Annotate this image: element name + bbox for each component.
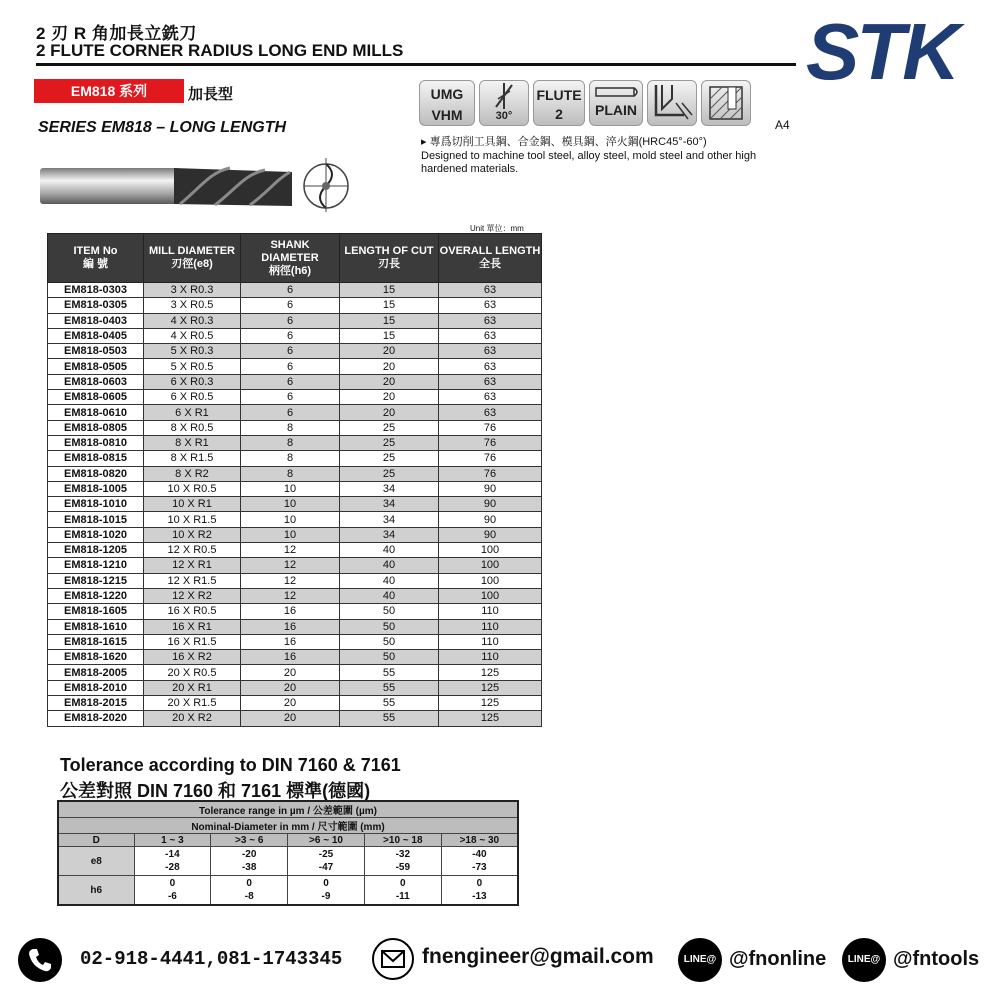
tolerance-value-cell: [134, 876, 211, 906]
upper-deviation: -25: [318, 849, 334, 860]
tolerance-row: [58, 876, 518, 906]
line-id-fnonline[interactable]: @fnonline: [729, 948, 827, 970]
table-row: [48, 298, 542, 313]
mill-diameter-cell: 20 X R1.5: [144, 696, 241, 711]
series-title: SERIES EM818 – LONG LENGTH: [38, 119, 287, 136]
overall-length-cell: 125: [439, 680, 542, 695]
tolerance-table: [57, 800, 519, 906]
mill-diameter-cell: 16 X R1.5: [144, 634, 241, 649]
title-english: 2 FLUTE CORNER RADIUS LONG END MILLS: [36, 41, 404, 60]
mill-diameter-cell: 6 X R1: [144, 405, 241, 420]
tolerance-grade: h6: [58, 876, 134, 906]
hardened-steel-icon: [647, 80, 697, 126]
shank-diameter-cell: 6: [241, 328, 340, 343]
header-length-of-cut: LENGTH OF CUT 刃長: [340, 234, 439, 283]
shank-diameter-cell: 8: [241, 435, 340, 450]
title-chinese: 2 刃 R 角加長立銑刀: [36, 24, 197, 43]
lower-deviation: -47: [318, 862, 334, 873]
series-type: 加長型: [188, 86, 234, 103]
line-icon-label: LINE@: [847, 954, 881, 965]
line-icon-label: LINE@: [683, 954, 717, 965]
item-no-cell: EM818-1015: [48, 512, 144, 527]
overall-length-cell: 110: [439, 634, 542, 649]
product-table: [47, 233, 542, 727]
application-en: Designed to machine tool steel, alloy steel, mold steel and other high hardened materials.: [421, 150, 757, 175]
shank-diameter-cell: 16: [241, 604, 340, 619]
mill-diameter-cell: 12 X R0.5: [144, 543, 241, 558]
upper-deviation: 0: [476, 878, 483, 889]
helix-angle-icon: [479, 80, 529, 126]
item-no-cell: EM818-1215: [48, 573, 144, 588]
overall-length-cell: 63: [439, 344, 542, 359]
length-of-cut-cell: 50: [340, 650, 439, 665]
table-row: [48, 558, 542, 573]
tolerance-title-en: Tolerance according to DIN 7160 & 7161: [60, 755, 401, 775]
length-of-cut-cell: 55: [340, 711, 439, 726]
item-no-cell: EM818-1605: [48, 604, 144, 619]
length-of-cut-cell: 34: [340, 497, 439, 512]
email-address[interactable]: fnengineer@gmail.com: [422, 945, 654, 968]
overall-length-cell: 63: [439, 328, 542, 343]
table-header-row: [48, 234, 542, 283]
tolerance-value-cell: [288, 847, 365, 876]
nominal-diameter-label: Nominal-Diameter in mm / 尺寸範圍 (mm): [58, 818, 518, 834]
line-id-fntools[interactable]: @fntools: [893, 948, 980, 970]
header-shank-diameter: SHANK DIAMETER 柄徑(h6): [241, 234, 340, 283]
tolerance-value-cell: [364, 876, 441, 906]
table-row: [48, 604, 542, 619]
overall-length-cell: 63: [439, 405, 542, 420]
shank-diameter-cell: 6: [241, 313, 340, 328]
series-badge: EM818 系列: [34, 79, 184, 103]
item-no-cell: EM818-1610: [48, 619, 144, 634]
plain-shank-icon: [590, 81, 642, 99]
length-of-cut-cell: 20: [340, 344, 439, 359]
item-no-cell: EM818-0403: [48, 313, 144, 328]
table-row: [48, 359, 542, 374]
end-mill-illustration: [40, 158, 292, 214]
length-of-cut-cell: 40: [340, 588, 439, 603]
mill-diameter-cell: 20 X R1: [144, 680, 241, 695]
length-of-cut-cell: 50: [340, 619, 439, 634]
item-no-cell: EM818-2005: [48, 665, 144, 680]
length-of-cut-cell: 15: [340, 298, 439, 313]
unit-label: Unit 單位：mm: [470, 224, 524, 233]
table-row: [48, 405, 542, 420]
table-row: [48, 665, 542, 680]
overall-length-cell: 90: [439, 481, 542, 496]
shank-label: PLAIN: [595, 102, 637, 118]
length-of-cut-cell: 20: [340, 405, 439, 420]
table-row: [48, 435, 542, 450]
overall-length-cell: 110: [439, 619, 542, 634]
shank-diameter-cell: 6: [241, 390, 340, 405]
length-of-cut-cell: 40: [340, 573, 439, 588]
table-row: [48, 512, 542, 527]
shank-diameter-cell: 12: [241, 573, 340, 588]
mill-diameter-cell: 16 X R2: [144, 650, 241, 665]
item-no-cell: EM818-2010: [48, 680, 144, 695]
cross-section-icon: [300, 156, 352, 214]
shank-diameter-cell: 8: [241, 466, 340, 481]
table-row: [48, 634, 542, 649]
length-of-cut-cell: 25: [340, 435, 439, 450]
tolerance-value-cell: [211, 876, 288, 906]
overall-length-cell: 90: [439, 512, 542, 527]
table-row: [48, 573, 542, 588]
item-no-cell: EM818-0610: [48, 405, 144, 420]
tolerance-value-cell: [364, 847, 441, 876]
upper-deviation: 0: [169, 878, 176, 889]
upper-deviation: -40: [472, 849, 487, 860]
item-no-cell: EM818-1005: [48, 481, 144, 496]
overall-length-cell: 76: [439, 451, 542, 466]
table-row: [48, 680, 542, 695]
lower-deviation: -11: [395, 891, 410, 902]
overall-length-cell: 90: [439, 527, 542, 542]
table-row: [48, 527, 542, 542]
lower-deviation: -6: [167, 891, 177, 902]
tolerance-title-zh: 公差對照 DIN 7160 和 7161 標準(德國): [60, 781, 371, 801]
diameter-range-cell: 1 ~ 3: [134, 834, 211, 847]
overall-length-cell: 63: [439, 359, 542, 374]
shank-diameter-cell: 6: [241, 283, 340, 298]
overall-length-cell: 100: [439, 588, 542, 603]
line-icon: [842, 938, 886, 982]
lower-deviation: -9: [321, 891, 331, 902]
overall-length-cell: 110: [439, 604, 542, 619]
tolerance-value-cell: [441, 847, 518, 876]
overall-length-cell: 63: [439, 313, 542, 328]
length-of-cut-cell: 25: [340, 466, 439, 481]
table-row: [48, 619, 542, 634]
length-of-cut-cell: 20: [340, 374, 439, 389]
overall-length-cell: 63: [439, 374, 542, 389]
item-no-cell: EM818-0805: [48, 420, 144, 435]
table-row: [48, 543, 542, 558]
overall-length-cell: 125: [439, 696, 542, 711]
shank-diameter-cell: 20: [241, 711, 340, 726]
length-of-cut-cell: 20: [340, 390, 439, 405]
item-no-cell: EM818-0303: [48, 283, 144, 298]
grade-label: A4: [775, 118, 790, 132]
item-no-cell: EM818-1220: [48, 588, 144, 603]
mill-diameter-cell: 8 X R1.5: [144, 451, 241, 466]
cutting-icon: [648, 81, 696, 125]
table-row: [48, 328, 542, 343]
upper-deviation: 0: [400, 878, 406, 889]
item-no-cell: EM818-0810: [48, 435, 144, 450]
length-of-cut-cell: 50: [340, 634, 439, 649]
table-row: [48, 466, 542, 481]
shank-diameter-cell: 16: [241, 650, 340, 665]
flute-badge: [533, 80, 585, 126]
item-no-cell: EM818-0405: [48, 328, 144, 343]
shank-type-badge: [589, 80, 643, 126]
upper-deviation: -14: [165, 849, 180, 860]
shank-diameter-cell: 6: [241, 298, 340, 313]
lower-deviation: -28: [165, 862, 180, 873]
shank-diameter-cell: 12: [241, 588, 340, 603]
item-no-cell: EM818-0605: [48, 390, 144, 405]
length-of-cut-cell: 34: [340, 481, 439, 496]
lower-deviation: -73: [472, 862, 487, 873]
helix-angle-label: 30°: [495, 110, 513, 122]
item-no-cell: EM818-2015: [48, 696, 144, 711]
mill-diameter-cell: 5 X R0.5: [144, 359, 241, 374]
item-no-cell: EM818-1010: [48, 497, 144, 512]
length-of-cut-cell: 15: [340, 283, 439, 298]
shank-diameter-cell: 6: [241, 405, 340, 420]
vhm-label: VHM: [431, 107, 463, 123]
length-of-cut-cell: 34: [340, 512, 439, 527]
overall-length-cell: 76: [439, 420, 542, 435]
overall-length-cell: 110: [439, 650, 542, 665]
mill-diameter-cell: 4 X R0.5: [144, 328, 241, 343]
overall-length-cell: 76: [439, 435, 542, 450]
shank-diameter-cell: 20: [241, 680, 340, 695]
overall-length-cell: 63: [439, 298, 542, 313]
item-no-cell: EM818-0305: [48, 298, 144, 313]
item-no-cell: EM818-1620: [48, 650, 144, 665]
overall-length-cell: 100: [439, 543, 542, 558]
length-of-cut-cell: 50: [340, 604, 439, 619]
upper-deviation: 0: [246, 878, 252, 889]
mill-diameter-cell: 8 X R2: [144, 466, 241, 481]
tolerance-value-cell: [134, 847, 211, 876]
tolerance-value-cell: [211, 847, 288, 876]
umg-vhm-badge: [419, 80, 475, 126]
length-of-cut-cell: 40: [340, 558, 439, 573]
mill-diameter-cell: 4 X R0.3: [144, 313, 241, 328]
header-item-no: ITEM No 編 號: [48, 234, 144, 283]
d-label: D: [58, 834, 134, 847]
flute-count: 2: [555, 106, 563, 122]
overall-length-cell: 125: [439, 711, 542, 726]
mill-diameter-cell: 10 X R1: [144, 497, 241, 512]
mill-diameter-cell: 12 X R1.5: [144, 573, 241, 588]
tolerance-grade: e8: [58, 847, 134, 876]
length-of-cut-cell: 55: [340, 680, 439, 695]
shank-diameter-cell: 16: [241, 634, 340, 649]
overall-length-cell: 76: [439, 466, 542, 481]
flute-label: FLUTE: [536, 87, 582, 103]
shank-diameter-cell: 10: [241, 497, 340, 512]
shank-diameter-cell: 6: [241, 344, 340, 359]
item-no-cell: EM818-0505: [48, 359, 144, 374]
shank-diameter-cell: 12: [241, 543, 340, 558]
length-of-cut-cell: 15: [340, 313, 439, 328]
umg-label: UMG: [430, 86, 464, 102]
length-of-cut-cell: 34: [340, 527, 439, 542]
lower-deviation: -59: [395, 862, 411, 873]
stk-logo: STK: [806, 7, 957, 96]
table-row: [48, 711, 542, 726]
upper-deviation: -32: [395, 849, 411, 860]
line-icon: [678, 938, 722, 982]
phone-numbers[interactable]: 02-918-4441,081-1743345: [80, 948, 343, 970]
table-row: [48, 497, 542, 512]
shank-diameter-cell: 8: [241, 420, 340, 435]
shank-diameter-cell: 12: [241, 558, 340, 573]
tolerance-value-cell: [441, 876, 518, 906]
header-overall-length: OVERALL LENGTH 全長: [439, 234, 542, 283]
material-icon: [701, 80, 751, 126]
shank-diameter-cell: 10: [241, 512, 340, 527]
mill-diameter-cell: 10 X R2: [144, 527, 241, 542]
table-row: [48, 481, 542, 496]
shank-diameter-cell: 10: [241, 481, 340, 496]
table-row: [48, 344, 542, 359]
table-row: [48, 650, 542, 665]
item-no-cell: EM818-0503: [48, 344, 144, 359]
length-of-cut-cell: 15: [340, 328, 439, 343]
diameter-range-cell: >6 ~ 10: [288, 834, 365, 847]
mill-diameter-cell: 5 X R0.3: [144, 344, 241, 359]
item-no-cell: EM818-2020: [48, 711, 144, 726]
helix-icon: [480, 81, 528, 111]
shank-diameter-cell: 10: [241, 527, 340, 542]
overall-length-cell: 90: [439, 497, 542, 512]
header-divider: [36, 63, 796, 66]
length-of-cut-cell: 40: [340, 543, 439, 558]
shank-diameter-cell: 8: [241, 451, 340, 466]
table-row: [48, 374, 542, 389]
lower-deviation: -38: [241, 862, 257, 873]
upper-deviation: 0: [323, 878, 329, 889]
mill-diameter-cell: 3 X R0.5: [144, 298, 241, 313]
table-row: [48, 313, 542, 328]
mill-diameter-cell: 8 X R0.5: [144, 420, 241, 435]
table-row: [48, 696, 542, 711]
overall-length-cell: 63: [439, 283, 542, 298]
email-icon: [372, 938, 414, 980]
mill-diameter-cell: 6 X R0.3: [144, 374, 241, 389]
item-no-cell: EM818-0815: [48, 451, 144, 466]
table-row: [48, 451, 542, 466]
mill-diameter-cell: 20 X R2: [144, 711, 241, 726]
header-mill-diameter: MILL DIAMETER 刃徑(e8): [144, 234, 241, 283]
item-no-cell: EM818-1205: [48, 543, 144, 558]
phone-icon: [18, 938, 62, 982]
upper-deviation: -20: [241, 849, 257, 860]
overall-length-cell: 100: [439, 573, 542, 588]
mill-diameter-cell: 20 X R0.5: [144, 665, 241, 680]
overall-length-cell: 100: [439, 558, 542, 573]
shank-diameter-cell: 16: [241, 619, 340, 634]
length-of-cut-cell: 55: [340, 696, 439, 711]
item-no-cell: EM818-0603: [48, 374, 144, 389]
item-no-cell: EM818-1210: [48, 558, 144, 573]
diameter-range-cell: >18 ~ 30: [441, 834, 518, 847]
length-of-cut-cell: 25: [340, 451, 439, 466]
table-row: [48, 420, 542, 435]
mill-diameter-cell: 6 X R0.5: [144, 390, 241, 405]
tolerance-value-cell: [288, 876, 365, 906]
lower-deviation: -8: [244, 891, 254, 902]
shank-diameter-cell: 20: [241, 696, 340, 711]
mill-diameter-cell: 12 X R2: [144, 588, 241, 603]
table-row: [48, 390, 542, 405]
mill-diameter-cell: 3 X R0.3: [144, 283, 241, 298]
lower-deviation: -13: [472, 891, 487, 902]
item-no-cell: EM818-1020: [48, 527, 144, 542]
table-row: [48, 283, 542, 298]
overall-length-cell: 125: [439, 665, 542, 680]
mill-diameter-cell: 12 X R1: [144, 558, 241, 573]
mill-diameter-cell: 10 X R0.5: [144, 481, 241, 496]
shank-diameter-cell: 20: [241, 665, 340, 680]
diameter-range-cell: >10 ~ 18: [364, 834, 441, 847]
table-row: [48, 588, 542, 603]
application-zh: ▸ 專爲切削工具鋼、合金鋼、模具鋼、淬火鋼(HRC45°-60°): [421, 136, 707, 148]
length-of-cut-cell: 25: [340, 420, 439, 435]
item-no-cell: EM818-0820: [48, 466, 144, 481]
mill-diameter-cell: 16 X R0.5: [144, 604, 241, 619]
hatched-material-icon: [702, 81, 750, 125]
shank-diameter-cell: 6: [241, 359, 340, 374]
mill-diameter-cell: 10 X R1.5: [144, 512, 241, 527]
overall-length-cell: 63: [439, 390, 542, 405]
length-of-cut-cell: 55: [340, 665, 439, 680]
tolerance-range-label: Tolerance range in µm / 公差範圍 (µm): [58, 801, 518, 818]
item-no-cell: EM818-1615: [48, 634, 144, 649]
mill-diameter-cell: 8 X R1: [144, 435, 241, 450]
shank-diameter-cell: 6: [241, 374, 340, 389]
length-of-cut-cell: 20: [340, 359, 439, 374]
mill-diameter-cell: 16 X R1: [144, 619, 241, 634]
diameter-range-cell: >3 ~ 6: [211, 834, 288, 847]
tolerance-row: [58, 847, 518, 876]
